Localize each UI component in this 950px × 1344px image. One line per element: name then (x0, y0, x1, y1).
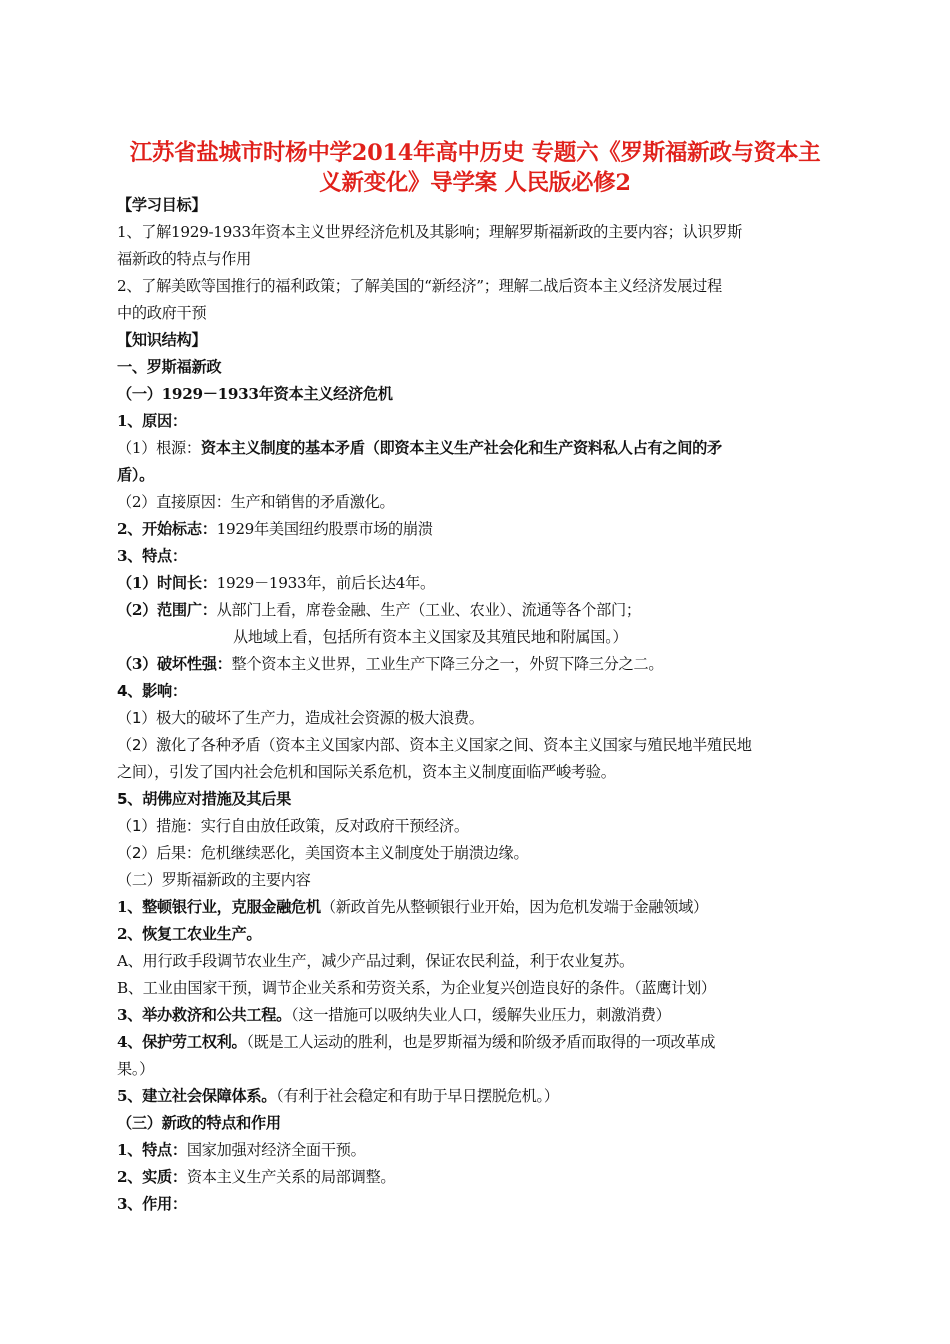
bold-text: 4、保护劳工权利。 (117, 1033, 247, 1051)
text-line (117, 357, 221, 377)
normal-text: 2、了解美欧等国推行的福利政策；了解美国的“新经济”；理解二战后资本主义经济发展过程 (117, 277, 722, 295)
text-line (117, 708, 484, 728)
bold-text: 2、实质： (117, 1168, 187, 1186)
normal-text: （二）罗斯福新政的主要内容 (117, 871, 311, 889)
bold-text: 1、整顿银行业，克服金融危机 (117, 898, 321, 916)
title-line-1: 江苏省盐城市时杨中学2014年高中历史 专题六《罗斯福新政与资本主 (129, 140, 821, 166)
text-line (117, 1086, 559, 1106)
text-line (117, 1140, 365, 1160)
text-line (117, 492, 394, 512)
title-line-2: 义新变化》导学案 人民版必修2 (319, 170, 631, 196)
normal-text: （1）措施：实行自由放任政策，反对政府干预经济。 (117, 817, 469, 835)
bold-text: 【知识结构】 (117, 331, 207, 349)
normal-text: 资本主义生产关系的局部调整。 (186, 1168, 396, 1186)
bold-text: 一、罗斯福新政 (117, 358, 222, 376)
normal-text: （1）根源： (117, 439, 201, 457)
normal-text: 1、了解1929-1933年资本主义世界经济危机及其影响；理解罗斯福新政的主要内容；认识罗斯 (117, 223, 743, 241)
text-line (117, 843, 528, 863)
text-line (117, 249, 251, 269)
bold-text: （2）范围广： (117, 601, 217, 619)
normal-text: （2）直接原因：生产和销售的矛盾激化。 (117, 493, 395, 511)
text-line (117, 897, 708, 917)
text-line (117, 1032, 715, 1052)
bold-text: 1、特点： (117, 1141, 187, 1159)
normal-text: 福新政的特点与作用 (117, 250, 251, 268)
bold-text: 5、胡佛应对措施及其后果 (117, 790, 292, 808)
text-line (117, 384, 393, 404)
text-line (117, 276, 722, 296)
text-line (117, 546, 187, 566)
text-line (117, 654, 663, 674)
normal-text: （2）激化了各种矛盾（资本主义国家内部、资本主义国家之间、资本主义国家与殖民地半殖民地 (117, 736, 752, 754)
normal-text: B、工业由国家干预，调节企业关系和劳资关系，为企业复兴创造良好的条件。（蓝鹰计划） (117, 979, 716, 997)
normal-text: A、用行政手段调节农业生产，减少产品过剩，保证农民利益，利于农业复苏。 (117, 952, 634, 970)
normal-text: 1929年美国纽约股票市场的崩溃 (216, 520, 433, 538)
text-line (117, 1059, 154, 1079)
bold-text: 4、影响： (117, 682, 187, 700)
text-line (117, 816, 469, 836)
bold-text: 盾）。 (117, 466, 155, 484)
text-line (117, 573, 435, 593)
normal-text: 中的政府干预 (117, 304, 207, 322)
bold-text: （三）新政的特点和作用 (117, 1114, 281, 1132)
bold-text: 1、原因： (117, 412, 187, 430)
normal-text: 国家加强对经济全面干预。 (186, 1141, 366, 1159)
normal-text: 从部门上看，席卷金融、生产（工业、农业）、流通等各个部门； (216, 601, 641, 619)
text-line (117, 762, 616, 782)
normal-text: 之间），引发了国内社会危机和国际关系危机，资本主义制度面临严峻考验。 (117, 763, 616, 781)
text-line (117, 465, 154, 485)
document-title (100, 138, 850, 198)
bold-text: 3、作用： (117, 1195, 187, 1213)
text-line (117, 870, 311, 890)
normal-text: 1929－1933年，前后长达4年。 (216, 574, 435, 592)
text-line (117, 438, 722, 458)
text-line (117, 303, 206, 323)
normal-text: 从地域上看，包括所有资本主义国家及其殖民地和附属国。） (233, 628, 628, 646)
text-line (117, 924, 261, 944)
bold-text: 5、建立社会保障体系。 (117, 1087, 277, 1105)
text-line (233, 627, 627, 647)
text-line (117, 681, 187, 701)
text-line (117, 330, 206, 350)
bold-text: （1）时间长： (117, 574, 217, 592)
normal-text: （这一措施可以吸纳失业人口，缓解失业压力，刺激消费） (291, 1006, 671, 1024)
bold-text: 3、举办救济和公共工程。 (117, 1006, 292, 1024)
text-line (117, 600, 641, 620)
text-line (117, 735, 752, 755)
normal-text: 整个资本主义世界，工业生产下降三分之一，外贸下降三分之二。 (231, 655, 664, 673)
bold-text: 【学习目标】 (117, 196, 207, 214)
bold-text: 2、恢复工农业生产。 (117, 925, 262, 943)
normal-text: （有利于社会稳定和有助于早日摆脱危机。） (276, 1087, 559, 1105)
normal-text: （新政首先从整顿银行业开始，因为危机发端于金融领域） (320, 898, 708, 916)
normal-text: （2）后果：危机继续恶化，美国资本主义制度处于崩溃边缘。 (117, 844, 529, 862)
text-line (117, 411, 187, 431)
normal-text: 果。） (117, 1060, 155, 1078)
text-line (117, 222, 742, 242)
normal-text: （1）极大的破坏了生产力，造成社会资源的极大浪费。 (117, 709, 484, 727)
text-line (117, 195, 206, 215)
text-line (117, 1005, 671, 1025)
text-line (117, 978, 716, 998)
text-line (117, 1113, 281, 1133)
text-line (117, 1167, 395, 1187)
bold-text: 3、特点： (117, 547, 187, 565)
text-line (117, 951, 634, 971)
text-line (117, 1194, 187, 1214)
bold-text: （一）1929－1933年资本主义经济危机 (117, 385, 393, 403)
bold-text: 资本主义制度的基本矛盾（即资本主义生产社会化和生产资料私人占有之间的矛 (200, 439, 722, 457)
text-line (117, 789, 291, 809)
bold-text: 2、开始标志： (117, 520, 217, 538)
normal-text: （既是工人运动的胜利，也是罗斯福为缓和阶级矛盾而取得的一项改革成 (246, 1033, 716, 1051)
bold-text: （3）破坏性强： (117, 655, 232, 673)
text-line (117, 519, 433, 539)
